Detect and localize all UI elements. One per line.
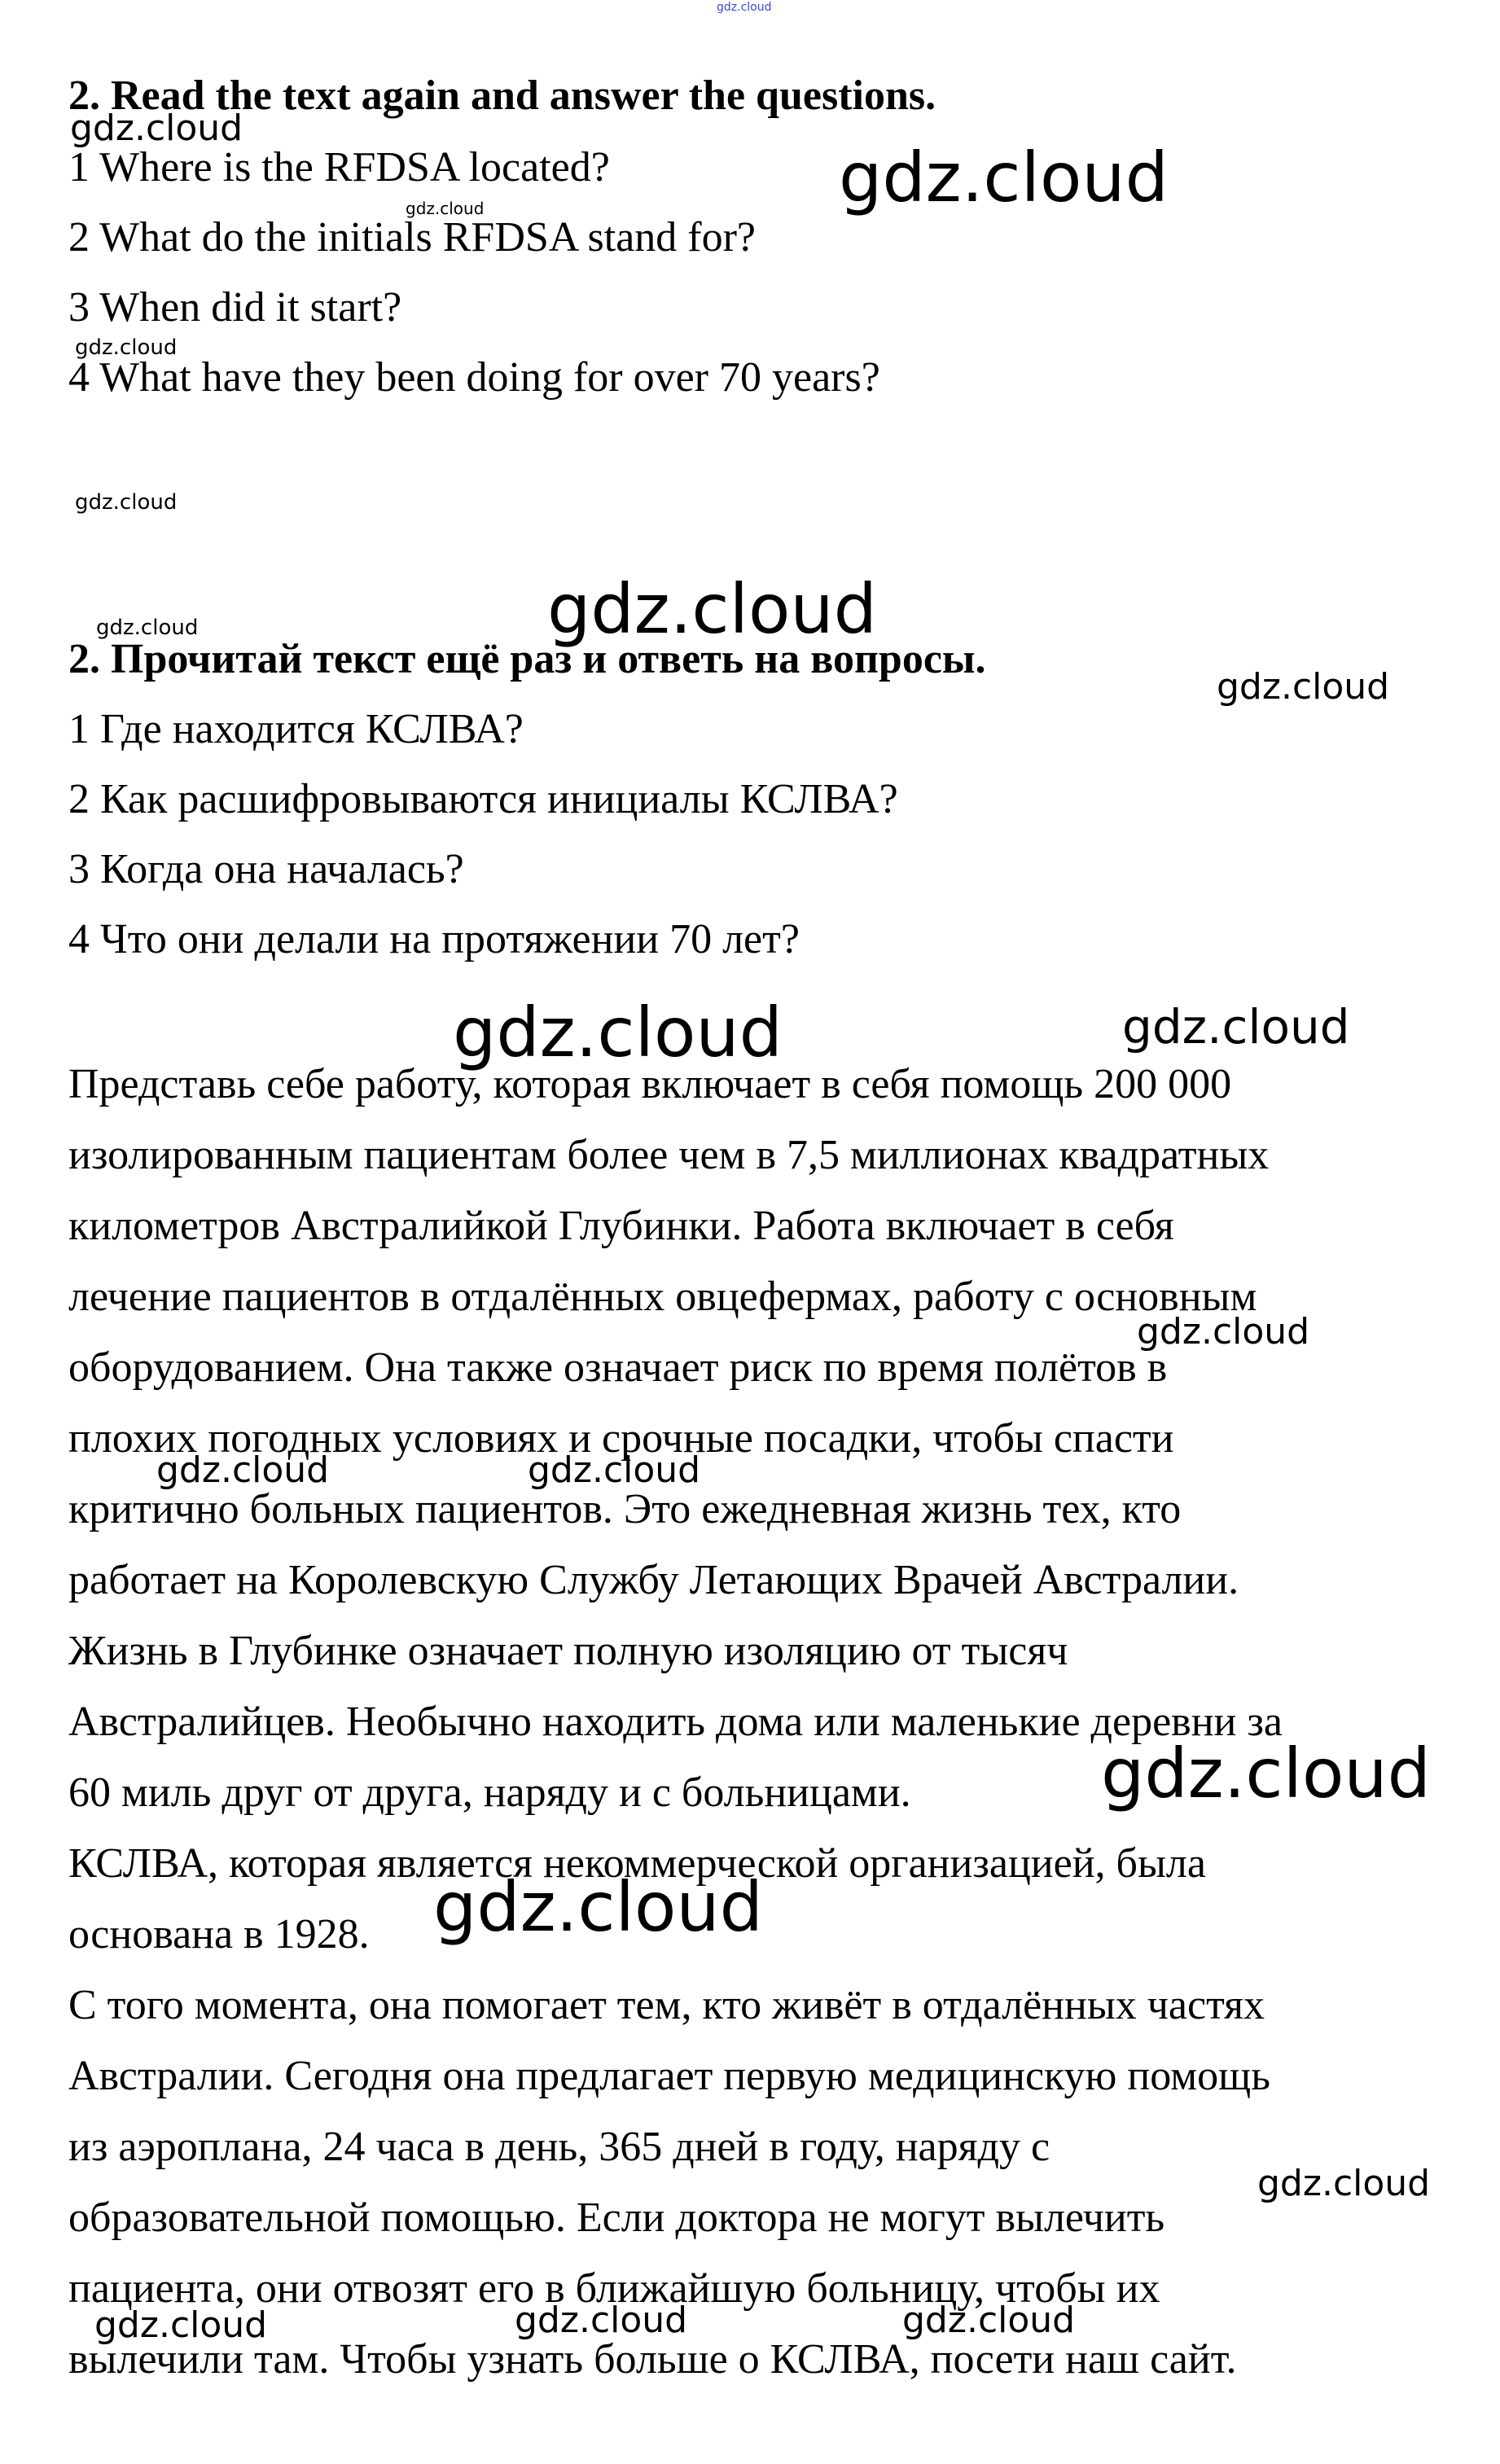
watermark: gdz.cloud — [96, 616, 199, 640]
watermark: gdz.cloud — [1122, 999, 1350, 1054]
watermark: gdz.cloud — [528, 1449, 701, 1491]
watermark: gdz.cloud — [902, 2300, 1076, 2341]
passage-line: 60 миль друг от друга, наряду и с больницами. — [68, 1769, 911, 1816]
russian-question-3: 3 Когда она началась? — [68, 846, 464, 892]
passage-line: С того момента, она помогает тем, кто живёт в отдалённых частях — [68, 1982, 1265, 2028]
english-question-2: 2 What do the initials RFDSA stand for? — [68, 214, 756, 261]
english-question-4: 4 What have they been doing for over 70 years? — [68, 354, 880, 401]
passage-line: работает на Королевскую Службу Летающих Врачей Австралии. — [68, 1557, 1239, 1603]
english-question-3: 3 When did it start? — [68, 284, 402, 331]
watermark: gdz.cloud — [515, 2300, 688, 2341]
watermark: gdz.cloud — [156, 1449, 330, 1491]
passage-line: Австралийцев. Необычно находить дома или маленькие деревни за — [68, 1699, 1283, 1745]
watermark: gdz.cloud — [70, 107, 243, 149]
watermark: gdz.cloud — [433, 1867, 763, 1947]
russian-question-2: 2 Как расшифровываются инициалы КСЛВА? — [68, 776, 898, 822]
watermark: gdz.cloud — [547, 569, 877, 649]
passage-line: критично больных пациентов. Это ежедневная жизнь тех, кто — [68, 1486, 1182, 1532]
passage-line: из аэроплана, 24 часа в день, 365 дней в году, наряду с — [68, 2124, 1050, 2170]
english-question-1: 1 Where is the RFDSA located? — [68, 144, 610, 191]
passage-line: пациента, они отвозят его в ближайшую больницу, чтобы их — [68, 2265, 1160, 2312]
english-heading: 2. Read the text again and answer the questions. — [68, 72, 936, 119]
passage-line: Представь себе работу, которая включает в себя помощь 200 000 — [68, 1061, 1232, 1107]
passage-line: Жизнь в Глубинке означает полную изоляцию от тысяч — [68, 1628, 1068, 1674]
watermark: gdz.cloud — [75, 490, 178, 515]
passage-line: Австралии. Сегодня она предлагает первую медицинскую помощь — [68, 2053, 1270, 2099]
passage-line: вылечили там. Чтобы узнать больше о КСЛВА, посети наш сайт. — [68, 2336, 1237, 2383]
watermark: gdz.cloud — [1101, 1734, 1431, 1813]
watermark: gdz.cloud — [406, 199, 485, 218]
watermark: gdz.cloud — [839, 138, 1169, 217]
russian-question-4: 4 Что они делали на протяжении 70 лет? — [68, 916, 800, 962]
watermark: gdz.cloud — [75, 335, 178, 360]
passage-line: плохих погодных условиях и срочные посадки, чтобы спасти — [68, 1415, 1174, 1462]
passage-line: километров Австралийкой Глубинки. Работа включает в себя — [68, 1203, 1174, 1249]
passage-line: изолированным пациентам более чем в 7,5 миллионах квадратных — [68, 1132, 1270, 1178]
passage-line: основана в 1928. — [68, 1911, 370, 1958]
watermark: gdz.cloud — [94, 2304, 268, 2346]
watermark: gdz.cloud — [1257, 2163, 1431, 2204]
russian-heading: 2. Прочитай текст ещё раз и ответь на вопросы. — [68, 636, 986, 682]
passage-line: образовательной помощью. Если доктора не могут вылечить — [68, 2194, 1165, 2241]
russian-question-1: 1 Где находится КСЛВА? — [68, 706, 524, 752]
watermark: gdz.cloud — [1217, 666, 1390, 708]
watermark: gdz.cloud — [717, 1, 772, 14]
watermark: gdz.cloud — [453, 993, 783, 1072]
watermark: gdz.cloud — [1137, 1311, 1310, 1353]
passage-line: лечение пациентов в отдалённых овцефермах, работу с основным — [68, 1274, 1257, 1320]
passage-line: КСЛВА, которая является некоммерческой организацией, была — [68, 1840, 1206, 1887]
passage-line: оборудованием. Она также означает риск по время полётов в — [68, 1344, 1168, 1391]
